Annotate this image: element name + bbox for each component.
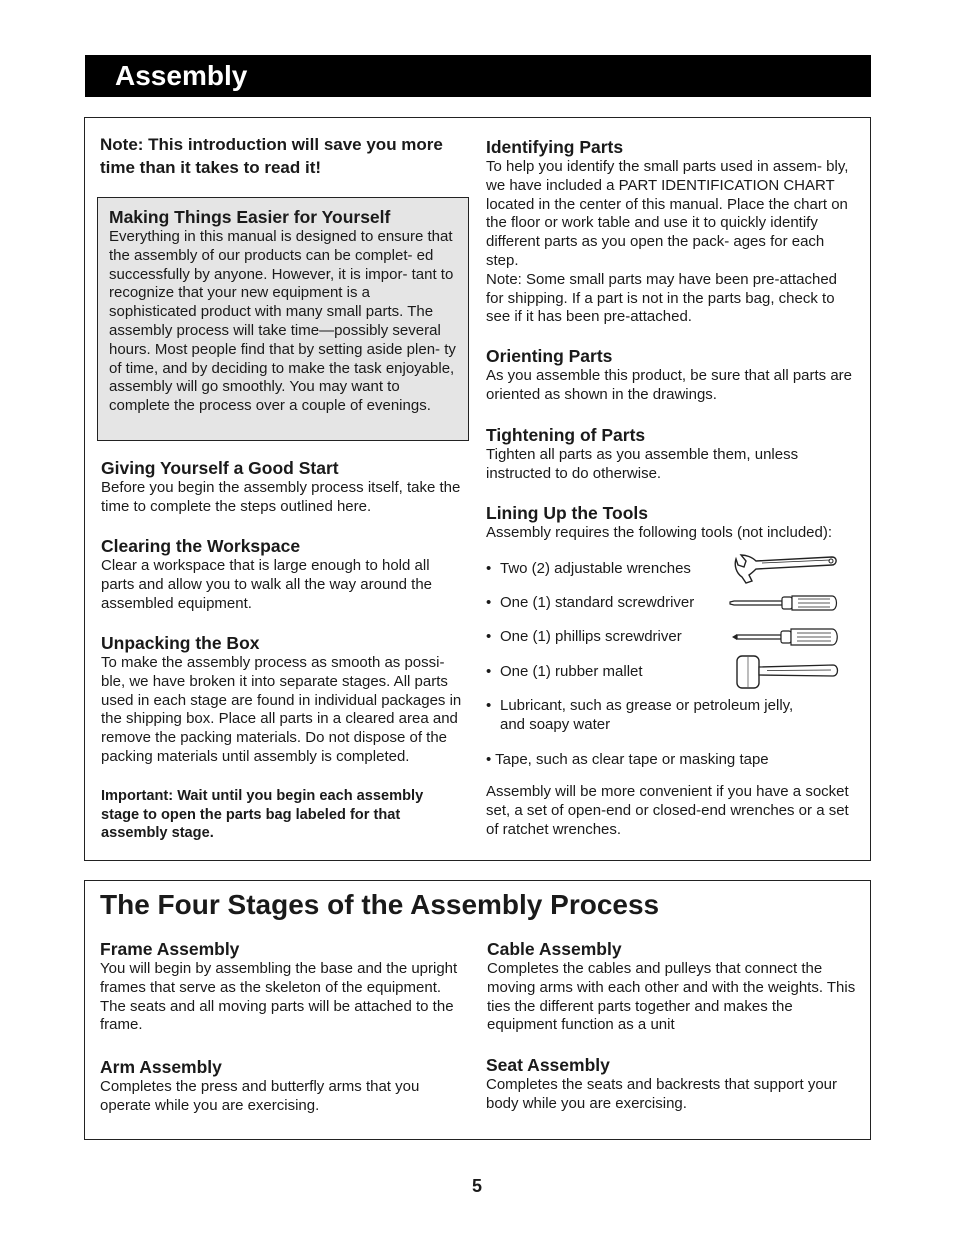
intro-note-block — [100, 133, 470, 179]
good-start-body: Before you begin the assembly process itself, take the time to complete the steps outlined here. — [101, 479, 461, 515]
phillips-screwdriver-icon — [731, 628, 840, 646]
workspace-heading: Clearing the Workspace — [101, 536, 301, 556]
workspace-body: Clear a workspace that is large enough to hold all parts and allow you to walk all the way around the assembled equipment. — [101, 557, 433, 612]
tools-intro: Assembly requires the following tools (not included): — [486, 524, 833, 541]
bullet: • — [486, 560, 492, 577]
bullet: • — [486, 663, 492, 680]
cable-assembly-section — [487, 938, 857, 1035]
tip-heading: Making Things Easier for Yourself — [109, 207, 391, 227]
tools-closing-block — [486, 783, 858, 839]
arm-body: Completes the press and butterfly arms that you operate while you are exercising. — [100, 1078, 420, 1114]
important-note: Important: Wait until you begin each assembly stage to open the parts bag labeled for that assembly stage. — [101, 788, 424, 841]
bullet: • — [486, 628, 492, 645]
tightening-section — [486, 424, 858, 484]
stages-title: The Four Stages of the Assembly Process — [100, 889, 660, 920]
tip-body: Everything in this manual is designed to ensure that the assembly of our products can be complet- ed successfully by anyone. However, it is impor- tant to recognize that your new equipment is a sophisticated product with many small parts. The assembly process will take time—possibly several hours. Most people find that by setting aside plen- ty of time, and by deciding to make the task enjoyable, assembly will go smoothly. You may want to complete the process over a couple of evenings. — [109, 228, 456, 415]
tool-label: Two (2) adjustable wrenches — [500, 560, 691, 577]
tightening-heading: Tightening of Parts — [486, 425, 646, 445]
tool-item — [486, 627, 682, 646]
orienting-body: As you assemble this product, be sure that all parts are oriented as shown in the drawings. — [486, 367, 853, 403]
arm-assembly-section — [100, 1056, 462, 1116]
tool-label: One (1) phillips screwdriver — [500, 628, 682, 645]
page-number: 5 — [471, 1176, 482, 1196]
seat-heading: Seat Assembly — [486, 1055, 610, 1075]
intro-note: Note: This introduction will save you more time than it takes to read it! — [100, 135, 443, 177]
tightening-body: Tighten all parts as you assemble them, unless instructed to do otherwise. — [486, 446, 799, 482]
tools-closing: Assembly will be more convenient if you have a socket set, a set of open-end or closed-end wrenches or a set of ratchet wrenches. — [486, 783, 849, 838]
tool-item — [486, 662, 643, 681]
cable-body: Completes the cables and pulleys that connect the moving arms with each other and with the weights. This ties the different parts together and makes the equipment function as a unit — [487, 960, 856, 1034]
tool-item — [486, 559, 691, 578]
tip-box — [97, 197, 469, 441]
section-title: Assembly — [115, 60, 248, 91]
tool-label: One (1) rubber mallet — [500, 663, 643, 680]
identifying-note: Note: Some small parts may have been pre-attached for shipping. If a part is not in the parts bag, check to see if it has been pre-attached. — [486, 270, 838, 326]
seat-assembly-section — [486, 1054, 856, 1114]
tool-item — [486, 750, 769, 769]
unpacking-heading: Unpacking the Box — [101, 633, 260, 653]
arm-heading: Arm Assembly — [100, 1057, 222, 1077]
tools-heading: Lining Up the Tools — [486, 503, 649, 523]
bullet: • — [486, 594, 492, 611]
frame-heading: Frame Assembly — [100, 939, 240, 959]
stages-title-block — [100, 888, 860, 922]
unpacking-section — [101, 632, 471, 767]
unpacking-body: To make the assembly process as smooth as possi- ble, we have broken it into separate stages. All parts used in each stage are found in individual packages in the shipping box. Place all parts in a cleared area and remove the packing materials. Do not dispose of the packing materials until assembly is completed. — [101, 654, 462, 765]
frame-assembly-section — [100, 938, 462, 1035]
tool-item — [486, 696, 793, 734]
tool-label: • Tape, such as clear tape or masking tape — [486, 751, 769, 768]
tool-label: Lubricant, such as grease or petroleum jelly, — [500, 697, 794, 714]
important-block — [101, 787, 461, 843]
bullet: • — [486, 697, 492, 714]
tool-label: One (1) standard screwdriver — [500, 594, 695, 611]
tool-label-cont: and soapy water — [500, 716, 611, 733]
good-start-section — [101, 457, 463, 517]
standard-screwdriver-icon — [728, 594, 840, 612]
identifying-section — [486, 136, 858, 327]
cable-heading: Cable Assembly — [487, 939, 622, 959]
workspace-section — [101, 535, 463, 613]
seat-body: Completes the seats and backrests that support your body while you are exercising. — [486, 1076, 838, 1112]
good-start-heading: Giving Yourself a Good Start — [101, 458, 339, 478]
adjustable-wrench-icon — [732, 553, 840, 585]
tools-section — [486, 502, 858, 543]
rubber-mallet-icon — [735, 654, 840, 690]
frame-body: You will begin by assembling the base and the upright frames that serve as the skeleton of the equipment. The seats and all moving parts will be attached to the frame. — [100, 960, 458, 1034]
identifying-heading: Identifying Parts — [486, 137, 624, 157]
tool-item — [486, 593, 694, 612]
identifying-body: To help you identify the small parts used in assem- bly, we have included a PART IDENTIFICATION CHART located in the center of this manual. Place the chart on the floor or work table and use it to quickly identify different parts as you open the pack- ages for each step. — [486, 158, 849, 269]
orienting-heading: Orienting Parts — [486, 346, 613, 366]
section-header-bar — [85, 55, 871, 97]
orienting-section — [486, 345, 858, 405]
